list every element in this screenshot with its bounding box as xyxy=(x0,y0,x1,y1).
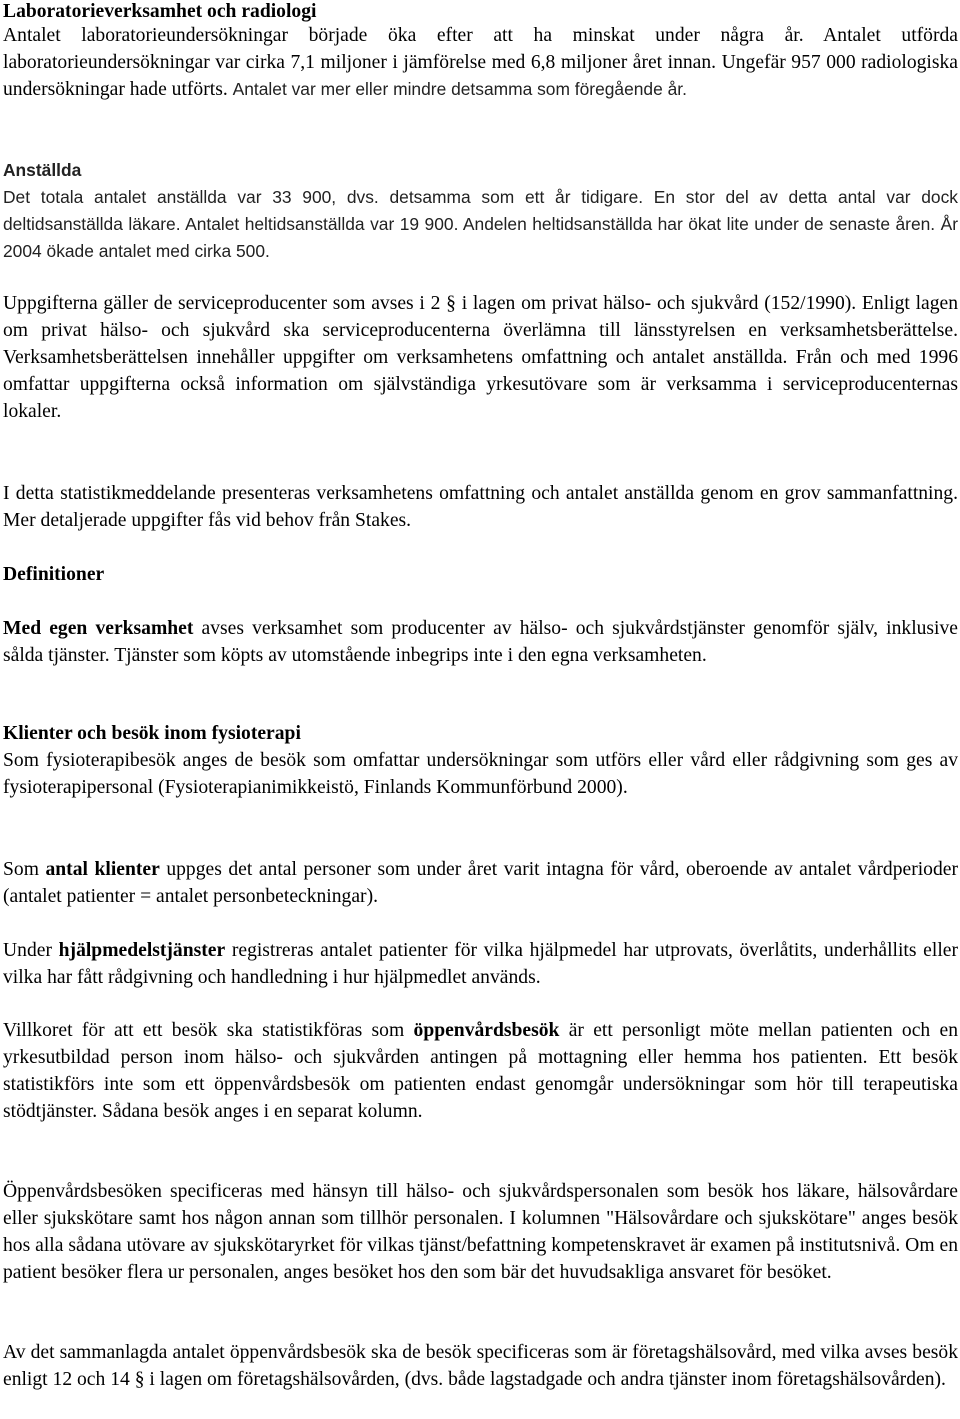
visit-paragraph xyxy=(3,1017,958,1125)
aids-post: registreras antalet patienter för vilka hjälpmedel har utprovats, överlåtits, underhållits eller vilka har fått rådgivning och handledning i hur hjälpmedlet används. xyxy=(3,940,958,988)
staff-heading: Anställda xyxy=(3,160,82,180)
clients-pre: Som xyxy=(3,859,46,880)
lab-text-b: Antalet var mer eller mindre detsamma som föregående år. xyxy=(232,79,687,99)
aids-paragraph xyxy=(3,937,958,991)
visit-post: är ett personligt möte mellan patienten och en yrkesutbildad person inom hälso- och sjukvården antingen på mottagning eller hemma hos patienten. Ett besök statistikförs inte som ett öppenvårdsbesök om patienten endast genomgår undersökningar som hör till terapeutiska stödtjänster. Sådana besök anges i en separat kolumn. xyxy=(3,1020,959,1122)
definitions-heading: Definitioner xyxy=(3,564,105,585)
lab-paragraph xyxy=(3,22,958,103)
clients-paragraph xyxy=(3,856,958,910)
own-activity-text: avses verksamhet som producenter av hälso- och sjukvårdstjänster genomför själv, inklusive sålda tjänster. Tjänster som köpts av utomstående inbegrips inte i den egna verksamheten. xyxy=(3,618,958,666)
clients-post: uppges det antal personer som under året varit intagna för vård, oberoende av antalet vårdperioder (antalet patienter = antalet personbeteckningar). xyxy=(3,859,959,907)
physio-heading: Klienter och besök inom fysioterapi xyxy=(3,723,301,744)
aids-term: hjälpmedelstjänster xyxy=(58,940,226,961)
scope-paragraph: Uppgifterna gäller de serviceproducenter som avses i 2 § i lagen om privat hälso- och sjukvård (152/1990). Enligt lagen om privat hälso- och sjukvård ska serviceproducenterna överlämna till länsstyrelsen en verksamhetsberättelse. Verksamhetsberättelsen innehåller uppgifter om verksamhetens omfattning och antalet anställda. Från och med 1996 omfattar uppgifterna också information om självständiga yrkesutövare som är verksamma i serviceproducenternas lokaler. xyxy=(3,293,958,422)
intro-paragraph: I detta statistikmeddelande presenteras verksamhetens omfattning och antalet anställda genom en grov sammanfattning. Mer detaljerade uppgifter fås vid behov från Stakes. xyxy=(3,483,958,531)
lab-text-a: Antalet laboratorieundersökningar började öka efter att ha minskat under några år. Antalet utförda laboratorieundersökningar var cirka 7,1 miljoner i jämförelse med 6,8 miljoner året innan. Ungefär 957 000 radiologiska undersökningar hade utförts. xyxy=(3,25,958,100)
visit-term: öppenvårdsbesök xyxy=(413,1020,560,1041)
aids-pre: Under xyxy=(3,940,59,961)
physio-paragraph: Som fysioterapibesök anges de besök som omfattar undersökningar som utförs eller vård eller rådgivning som ges av fysioterapipersonal (Fysioterapianimikkeistö, Finlands Kommunförbund 2000). xyxy=(3,750,958,798)
visit-pre: Villkoret för att ett besök ska statistikföras som xyxy=(3,1020,414,1041)
lab-heading: Laboratorieverksamhet och radiologi xyxy=(3,1,317,22)
own-activity-term: Med egen verksamhet xyxy=(3,618,194,639)
own-activity-paragraph xyxy=(3,615,958,669)
staff-paragraph: Det totala antalet anställda var 33 900, dvs. detsamma som ett år tidigare. En stor del av detta antal var dock deltidsanställda läkare. Antalet heltidsanställda var 19 900. Andelen heltidsanställda har ökat lite under de senaste åren. År 2004 ökade antalet med cirka 500. xyxy=(3,187,958,261)
occupational-paragraph: Av det sammanlagda antalet öppenvårdsbesök ska de besök specificeras som är företagshälsovård, med vilka avses besök enligt 12 och 14 § i lagen om företagshälsovården, (dvs. både lagstadgade och andra tjänster inom företagshälsovården). xyxy=(3,1342,958,1390)
clients-term: antal klienter xyxy=(45,859,160,880)
spec-paragraph: Öppenvårdsbesöken specificeras med hänsyn till hälso- och sjukvårdspersonalen som besök hos läkare, hälsovårdare eller sjukskötare samt hos någon annan som tillhör personalen. I kolumnen "Hälsovårdare och sjukskötare" anges besök hos alla sådana utövare av sjukskötaryrket för vilkas tjänst/befattning kompetenskravet är examen på institutsnivå. Om en patient besöker flera ur personalen, anges besöket hos den som bär det huvudsakliga ansvaret för besöket. xyxy=(3,1181,958,1283)
